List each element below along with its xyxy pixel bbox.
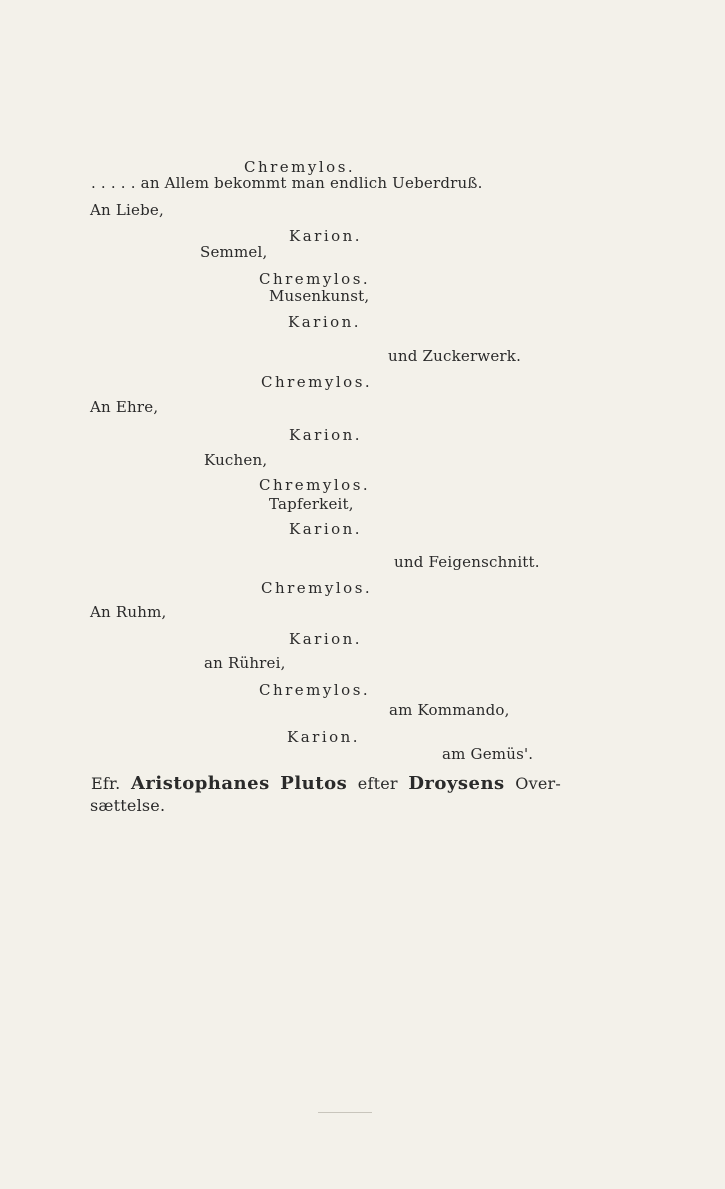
verse-line: an Rührei, xyxy=(204,654,286,672)
verse-line: An Ehre, xyxy=(90,398,159,416)
speaker-chremylos: Chremylos. xyxy=(261,373,373,391)
caption-line-1 xyxy=(91,775,561,793)
verse-line: Musenkunst, xyxy=(269,287,370,305)
speaker-karion: Karion. xyxy=(289,520,363,538)
speaker-karion: Karion. xyxy=(289,227,363,245)
speaker-karion: Karion. xyxy=(287,728,361,746)
verse-line: und Feigenschnitt. xyxy=(394,553,540,571)
speaker-chremylos: Chremylos. xyxy=(244,158,356,176)
verse-line: und Zuckerwerk. xyxy=(388,347,522,365)
speaker-karion: Karion. xyxy=(289,630,363,648)
verse-line: An Liebe, xyxy=(90,201,164,219)
verse-line: An Ruhm, xyxy=(90,603,167,621)
verse-line: am Gemüs'. xyxy=(442,745,534,763)
verse-line: am Kommando, xyxy=(389,701,510,719)
caption-middle: efter xyxy=(357,774,398,793)
verse-line: Tapferkeit, xyxy=(269,495,354,513)
speaker-chremylos: Chremylos. xyxy=(259,681,371,699)
caption-author: Aristophanes xyxy=(130,773,270,794)
caption-line-2: sættelse. xyxy=(90,796,166,815)
verse-line: Semmel, xyxy=(200,243,268,261)
speaker-chremylos: Chremylos. xyxy=(259,476,371,494)
caption-translator: Droysens xyxy=(408,773,505,794)
caption-suffix: Over- xyxy=(515,774,561,793)
verse-line: . . . . . an Allem bekommt man endlich Ueberdruß. xyxy=(91,174,483,192)
speaker-chremylos: Chremylos. xyxy=(259,270,371,288)
speaker-karion: Karion. xyxy=(289,426,363,444)
footer-rule xyxy=(318,1112,372,1113)
verse-line: Kuchen, xyxy=(204,451,268,469)
speaker-chremylos: Chremylos. xyxy=(261,579,373,597)
caption-prefix: Efr. xyxy=(91,774,121,793)
caption-title: Plutos xyxy=(280,773,348,794)
speaker-karion: Karion. xyxy=(288,313,362,331)
